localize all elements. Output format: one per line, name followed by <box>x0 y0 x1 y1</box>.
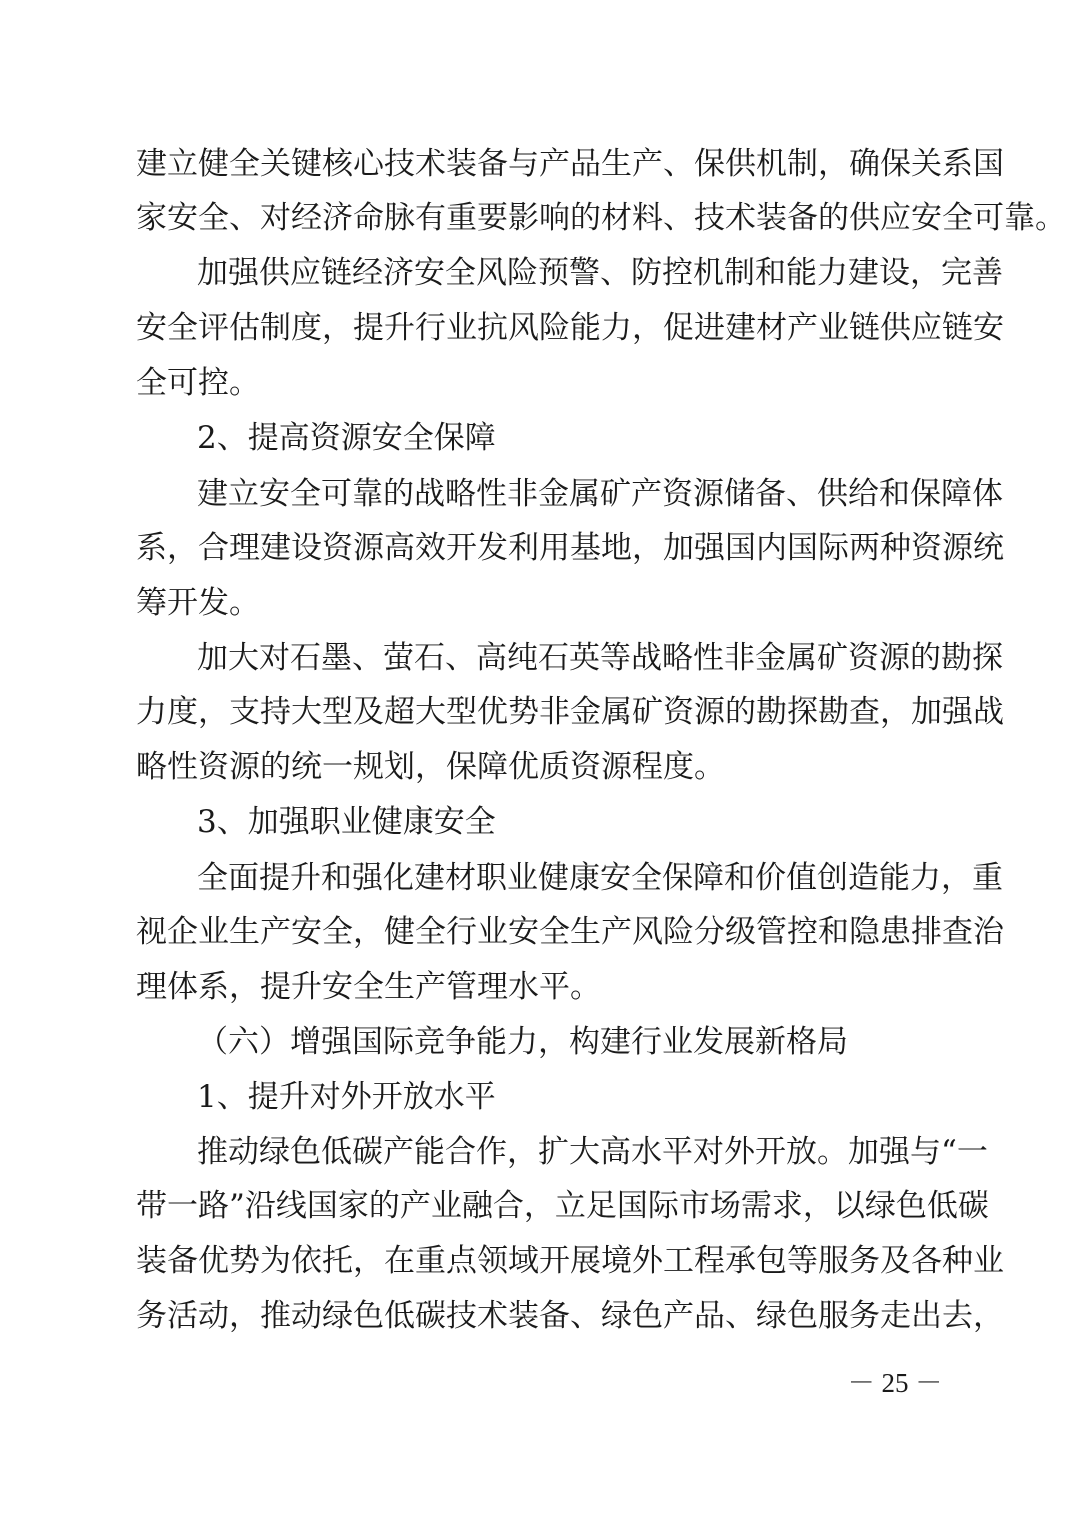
paragraph-first-line: 加强供应链经济安全风险预警、防控机制和能力建设，完善 <box>197 255 1003 291</box>
section-heading: 1、提升对外开放水平 <box>197 1079 496 1115</box>
body-text-line: 系，合理建设资源高效开发利用基地，加强国内国际两种资源统 <box>136 530 1004 566</box>
section-heading: 3、加强职业健康安全 <box>197 804 496 840</box>
body-text-line: 建立健全关键核心技术装备与产品生产、保供机制，确保关系国 <box>136 146 1004 182</box>
body-text-line: 力度，支持大型及超大型优势非金属矿资源的勘探勘查，加强战 <box>136 694 1004 730</box>
paragraph-first-line: 推动绿色低碳产能合作，扩大高水平对外开放。加强与“一 <box>197 1134 988 1170</box>
body-text-line: 视企业生产安全，健全行业安全生产风险分级管控和隐患排查治 <box>136 914 1004 950</box>
section-heading: 2、提高资源安全保障 <box>197 420 496 456</box>
body-text-line: 全可控。 <box>136 365 260 401</box>
page-number: － 25 － <box>847 1368 943 1398</box>
paragraph-first-line: 加大对石墨、萤石、高纯石英等战略性非金属矿资源的勘探 <box>197 640 1003 676</box>
body-text-line: 带一路”沿线国家的产业融合，立足国际市场需求，以绿色低碳 <box>136 1188 989 1224</box>
body-text-line: 装备优势为依托，在重点领域开展境外工程承包等服务及各种业 <box>136 1243 1004 1279</box>
body-text-line: 家安全、对经济命脉有重要影响的材料、技术装备的供应安全可靠。 <box>136 200 1066 236</box>
body-text-line: 安全评估制度，提升行业抗风险能力，促进建材产业链供应链安 <box>136 310 1004 346</box>
paragraph-first-line: 建立安全可靠的战略性非金属矿产资源储备、供给和保障体 <box>197 476 1003 512</box>
chapter-heading: （六）增强国际竞争能力，构建行业发展新格局 <box>197 1024 848 1060</box>
paragraph-first-line: 全面提升和强化建材职业健康安全保障和价值创造能力，重 <box>197 860 1003 896</box>
body-text-line: 务活动，推动绿色低碳技术装备、绿色产品、绿色服务走出去， <box>136 1298 1004 1334</box>
body-text-line: 筹开发。 <box>136 585 260 621</box>
body-text-line: 略性资源的统一规划，保障优质资源程度。 <box>136 749 725 785</box>
body-text-line: 理体系，提升安全生产管理水平。 <box>136 969 601 1005</box>
